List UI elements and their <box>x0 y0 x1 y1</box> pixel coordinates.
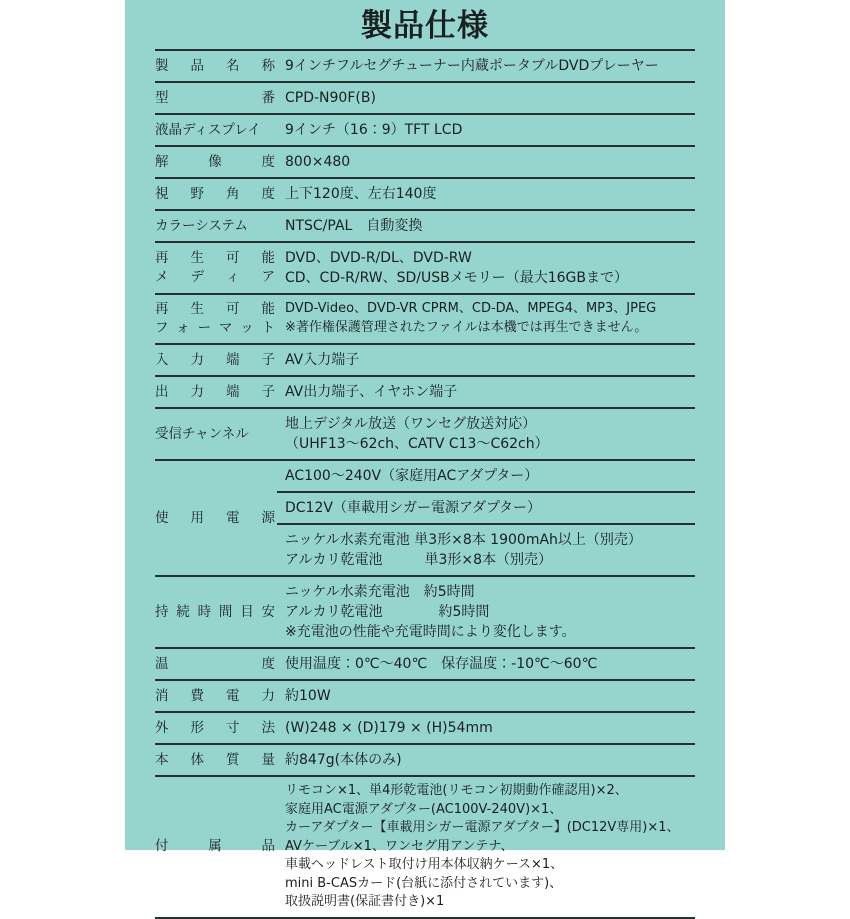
spec-label-temperature: 温 度 <box>155 655 275 672</box>
spec-row-lcd-display <box>155 113 695 145</box>
spec-row-power-source <box>155 459 695 575</box>
spec-value-lcd-display: 9インチ（16：9）TFT LCD <box>285 122 463 138</box>
spec-label-lcd-display: 液晶ディスプレイ <box>155 121 261 138</box>
spec-row-playable-media <box>155 241 695 293</box>
spec-value-weight: 約847g(本体のみ) <box>285 752 402 768</box>
spec-row-viewing-angle <box>155 177 695 209</box>
spec-value-power-source-sub-1: AC100〜240V（家庭用ACアダプター） <box>285 468 539 484</box>
spec-row-battery-duration <box>155 575 695 647</box>
spec-label-battery-duration: 持 続 時 間 目 安 <box>155 603 275 620</box>
spec-row-power-consumption <box>155 679 695 711</box>
spec-row-model-number <box>155 81 695 113</box>
spec-value-model-number: CPD-N90F(B) <box>285 90 376 106</box>
spec-label-resolution: 解 像 度 <box>155 153 275 170</box>
spec-row-product-name <box>155 49 695 81</box>
spec-value-temperature: 使用温度：0℃〜40℃ 保存温度：-10℃〜60℃ <box>285 656 598 672</box>
spec-table <box>155 49 695 919</box>
spec-label-power-consumption: 消 費 電 力 <box>155 687 275 704</box>
spec-label-output-terminal: 出 力 端 子 <box>155 383 275 400</box>
spec-row-accessories <box>155 775 695 919</box>
spec-label-weight: 本 体 質 量 <box>155 751 275 768</box>
spec-label-model-number: 型 番 <box>155 89 275 106</box>
spec-label-playable-format: 再 生 可 能 フ ォ ー マ ッ ト <box>155 301 275 336</box>
spec-value-output-terminal: AV出力端子、イヤホン端子 <box>285 384 458 400</box>
spec-label-input-terminal: 入 力 端 子 <box>155 351 275 368</box>
spec-row-temperature <box>155 647 695 679</box>
spec-value-viewing-angle: 上下120度、左右140度 <box>285 186 437 202</box>
spec-value-power-consumption: 約10W <box>285 688 331 704</box>
spec-row-playable-format <box>155 293 695 343</box>
spec-value-power-source <box>277 461 695 575</box>
spec-label-color-system: カラーシステム <box>155 217 248 234</box>
spec-row-input-terminal <box>155 343 695 375</box>
spec-label-viewing-angle: 視 野 角 度 <box>155 185 275 202</box>
spec-row-weight <box>155 743 695 775</box>
spec-value-product-name: 9インチフルセグチューナー内蔵ポータブルDVDプレーヤー <box>285 58 659 74</box>
spec-label-receiving-channel: 受信チャンネル <box>155 425 249 442</box>
spec-row-dimensions <box>155 711 695 743</box>
spec-value-playable-media: DVD、DVD-R/DL、DVD-RW CD、CD-R/RW、SD/USBメモリー（最大16GBまで） <box>285 250 628 286</box>
spec-label-product-name: 製 品 名 称 <box>155 57 275 74</box>
spec-value-color-system: NTSC/PAL 自動変換 <box>285 218 423 234</box>
spec-value-resolution: 800×480 <box>285 154 351 170</box>
spec-row-resolution <box>155 145 695 177</box>
spec-label-power-source: 使 用 電 源 <box>155 509 275 526</box>
spec-label-accessories: 付 属 品 <box>155 838 275 855</box>
spec-value-playable-format: DVD-Video、DVD-VR CPRM、CD-DA、MPEG4、MP3、JPEG ※著作権保護管理されたファイルは本機では再生できません。 <box>285 301 657 335</box>
spec-value-input-terminal: AV入力端子 <box>285 352 360 368</box>
spec-panel <box>125 0 725 909</box>
spec-value-power-source-sub-2: DC12V（車載用シガー電源アダプター） <box>277 491 695 523</box>
spec-value-dimensions: (W)248 × (D)179 × (H)54mm <box>285 720 493 736</box>
spec-label-playable-media: 再 生 可 能 メ デ ィ ア <box>155 250 275 285</box>
page-title: 製品仕様 <box>361 8 489 44</box>
spec-row-color-system <box>155 209 695 241</box>
spec-value-accessories: リモコン×1、単4形乾電池(リモコン初期動作確認用)×2、 家庭用AC電源アダプター(AC100V-240V)×1、 カーアダプター【車載用シガー電源アダプター】(DC12V専用)×1、 AVケーブル×1、ワンセグ用アンテナ、 車載ヘッドレスト取付け用本体収納ケース×1、 mini B-CASカード(台紙に添付されています)、 取扱説明書(保証書付き)×1 <box>285 783 680 909</box>
spec-row-receiving-channel <box>155 407 695 459</box>
spec-value-battery-duration: ニッケル水素充電池 約5時間 アルカリ乾電池 約5時間 ※充電池の性能や充電時間により変化します。 <box>285 584 576 640</box>
spec-value-power-source-sub-3: ニッケル水素充電池 単3形×8本 1900mAh以上（別売） アルカリ乾電池 単3形×8本（別売） <box>277 523 695 575</box>
spec-value-receiving-channel: 地上デジタル放送（ワンセグ放送対応） （UHF13〜62ch、CATV C13〜C62ch） <box>285 416 549 452</box>
spec-label-dimensions: 外 形 寸 法 <box>155 719 275 736</box>
spec-row-output-terminal <box>155 375 695 407</box>
